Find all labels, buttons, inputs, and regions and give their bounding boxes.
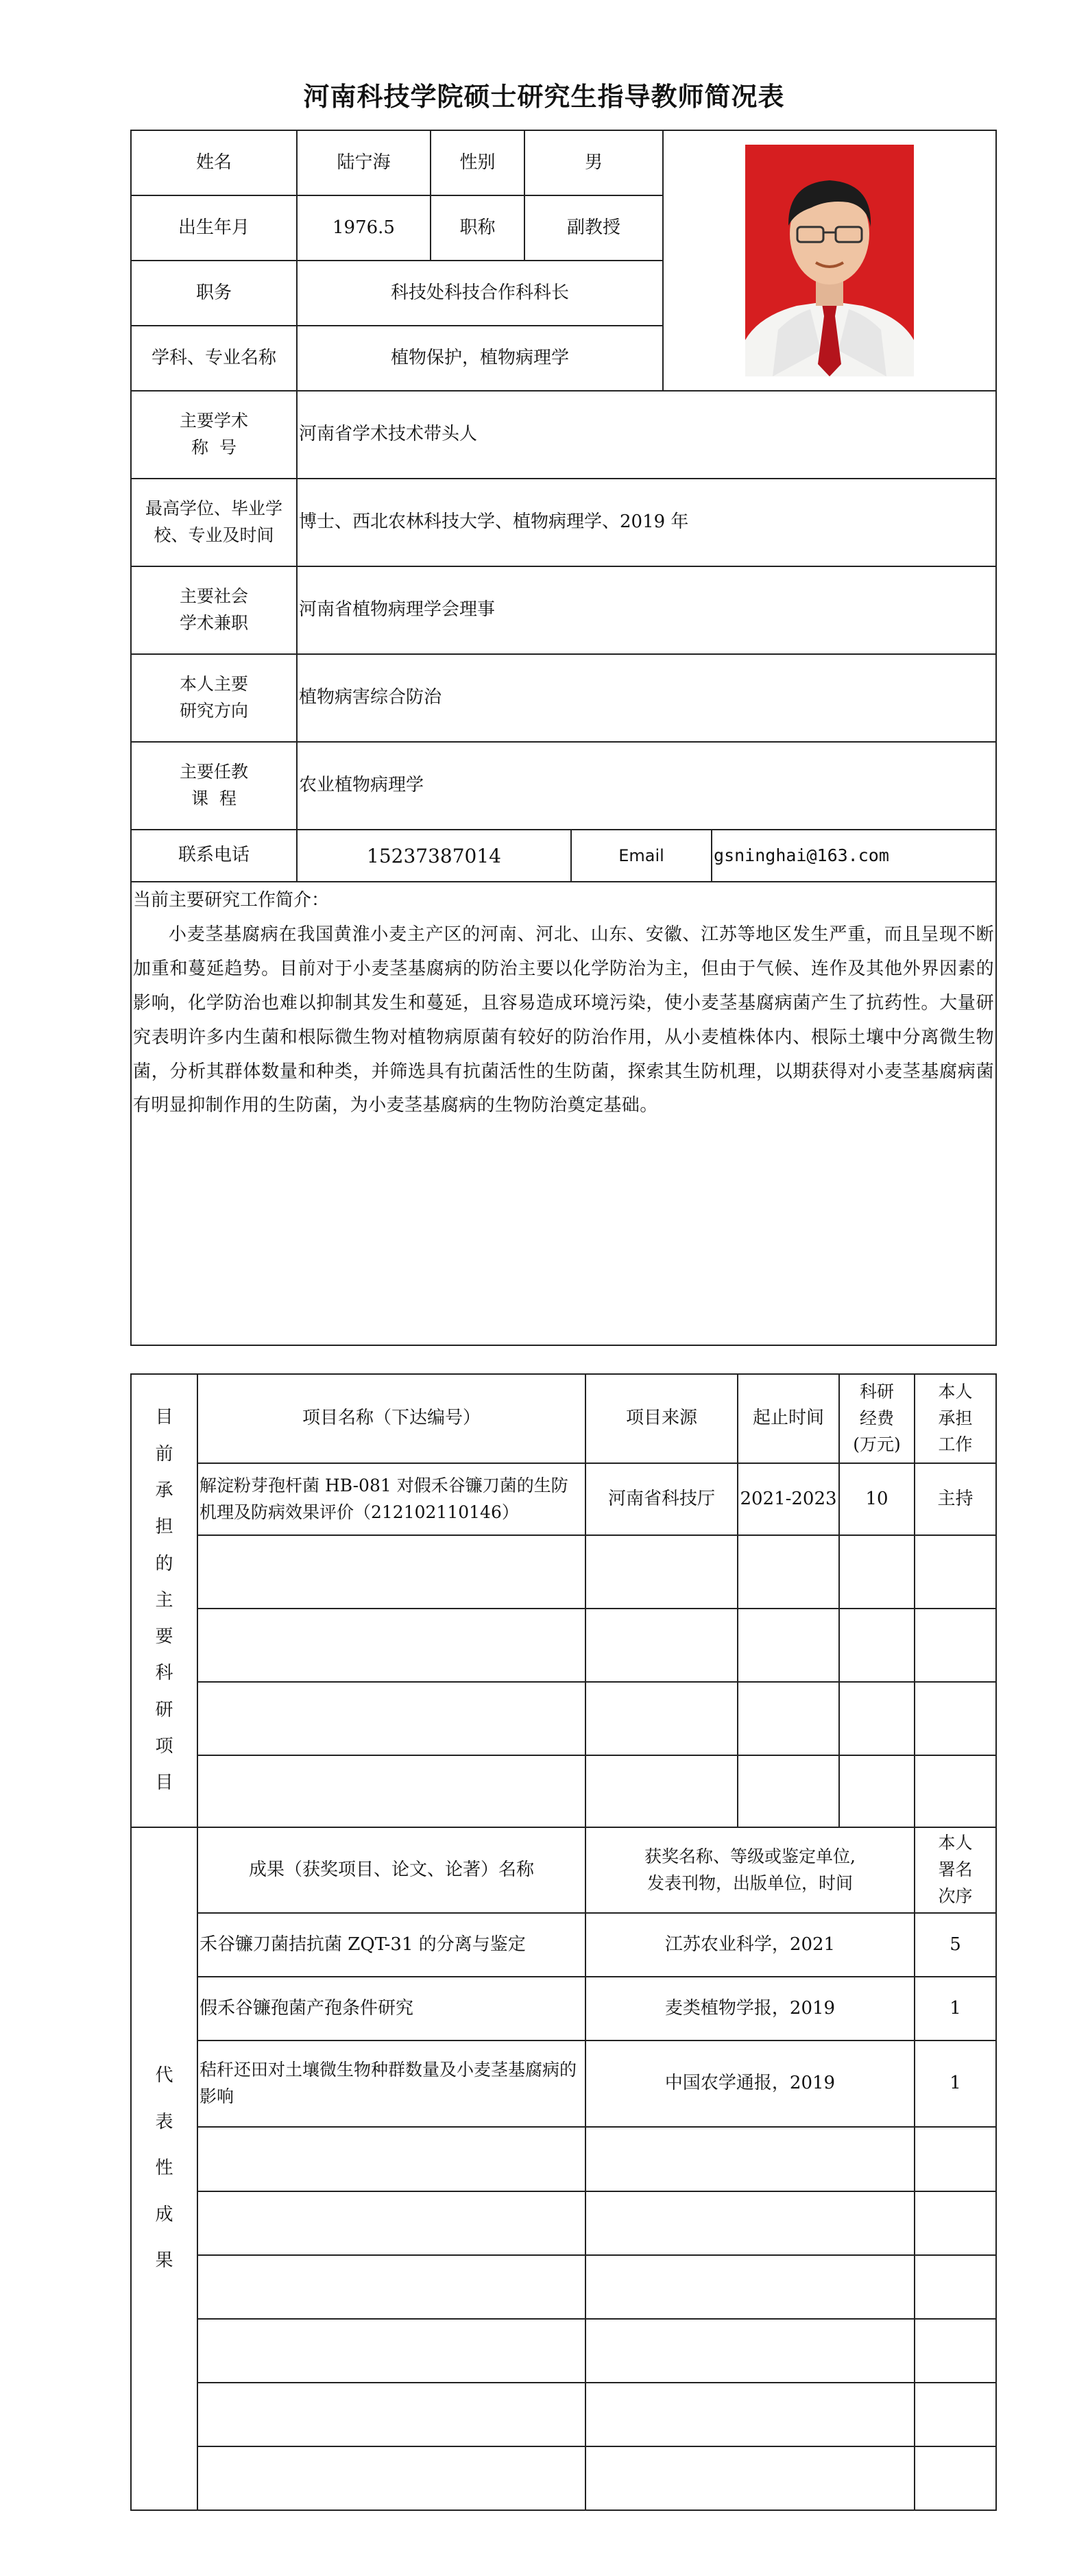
photo-cell bbox=[663, 130, 996, 391]
projects-header-funding bbox=[839, 1374, 915, 1463]
venue-header-line1: 获奖名称、等级或鉴定单位, bbox=[644, 1846, 856, 1866]
achievement-empty-row bbox=[131, 2383, 996, 2446]
projects-side-label bbox=[131, 1374, 197, 1827]
projects-header-source: 项目来源 bbox=[585, 1374, 738, 1463]
research-intro-heading: 当前主要研究工作简介： bbox=[133, 890, 330, 911]
projects-side-char: 目 bbox=[155, 1407, 173, 1428]
academic-title-value: 河南省学术技术带头人 bbox=[297, 391, 996, 479]
social-label bbox=[131, 566, 297, 654]
achievement-row-order: 5 bbox=[915, 1913, 996, 1977]
academic-title-label bbox=[131, 391, 297, 479]
position-value: 科技处科技合作科科长 bbox=[297, 261, 663, 326]
project-row-source: 河南省科技厅 bbox=[585, 1463, 738, 1535]
profile-table bbox=[130, 130, 997, 1346]
projects-side-char: 目 bbox=[155, 1772, 173, 1794]
project-empty-row bbox=[131, 1755, 996, 1827]
portrait-image bbox=[745, 145, 914, 376]
name-value: 陆宁海 bbox=[297, 130, 431, 195]
achievements-side-char: 代 bbox=[155, 2065, 173, 2086]
achievement-empty-row bbox=[131, 2127, 996, 2191]
project-empty-row bbox=[131, 1609, 996, 1682]
project-row-funding: 10 bbox=[839, 1463, 915, 1535]
title-label: 职称 bbox=[431, 195, 524, 261]
achievement-row-venue: 中国农学通报，2019 bbox=[585, 2041, 915, 2127]
achievements-side-char: 性 bbox=[155, 2158, 173, 2179]
projects-side-char: 要 bbox=[155, 1626, 173, 1648]
project-row-name: 解淀粉芽孢杆菌 HB-081 对假禾谷镰刀菌的生防机理及防病效果评价（212102110146） bbox=[197, 1463, 585, 1535]
project-empty-row bbox=[131, 1682, 996, 1755]
research-intro-cell bbox=[131, 882, 996, 1345]
courses-label-line1: 主要任教 bbox=[179, 762, 248, 782]
projects-side-char: 研 bbox=[155, 1699, 173, 1720]
portrait-photo bbox=[745, 145, 914, 376]
role-header-line1: 本人 bbox=[938, 1381, 973, 1401]
courses-label-line2: 课 程 bbox=[191, 789, 237, 808]
direction-label-line1: 本人主要 bbox=[179, 674, 248, 695]
gender-label: 性别 bbox=[431, 130, 524, 195]
projects-header-name: 项目名称（下达编号） bbox=[197, 1374, 585, 1463]
phone-label: 联系电话 bbox=[131, 830, 297, 882]
achievement-row-order: 1 bbox=[915, 2041, 996, 2127]
degree-value: 博士、西北农林科技大学、植物病理学、2019 年 bbox=[297, 479, 996, 566]
social-value: 河南省植物病理学会理事 bbox=[297, 566, 996, 654]
projects-side-char: 项 bbox=[155, 1736, 173, 1757]
position-label: 职务 bbox=[131, 261, 297, 326]
birth-label: 出生年月 bbox=[131, 195, 297, 261]
venue-header-line2: 发表刊物，出版单位，时间 bbox=[646, 1873, 853, 1893]
page-title: 河南科技学院硕士研究生指导教师简况表 bbox=[303, 82, 785, 112]
projects-side-char: 担 bbox=[155, 1517, 173, 1538]
achievement-empty-row bbox=[131, 2191, 996, 2255]
achievements-header-venue bbox=[585, 1827, 915, 1913]
funding-header-line1: 科研 bbox=[859, 1381, 894, 1401]
achievement-empty-row bbox=[131, 2319, 996, 2383]
academic-title-label-line2: 称 号 bbox=[191, 437, 237, 457]
social-label-line1: 主要社会 bbox=[179, 586, 248, 607]
courses-label bbox=[131, 742, 297, 830]
achievements-header-name: 成果（获奖项目、论文、论著）名称 bbox=[197, 1827, 585, 1913]
order-header-line2: 署名 bbox=[938, 1859, 973, 1880]
projects-side-char: 的 bbox=[155, 1553, 173, 1574]
achievement-row-order: 1 bbox=[915, 1977, 996, 2041]
achievements-side-char: 果 bbox=[155, 2250, 173, 2272]
projects-side-char: 主 bbox=[155, 1589, 173, 1611]
title-value: 副教授 bbox=[524, 195, 663, 261]
project-row-period: 2021-2023 bbox=[738, 1463, 839, 1535]
achievement-row-name: 禾谷镰刀菌拮抗菌 ZQT-31 的分离与鉴定 bbox=[197, 1913, 585, 1977]
degree-label bbox=[131, 479, 297, 566]
discipline-value: 植物保护，植物病理学 bbox=[297, 326, 663, 391]
birth-value: 1976.5 bbox=[297, 195, 431, 261]
achievements-side-char: 成 bbox=[155, 2204, 173, 2225]
project-empty-row bbox=[131, 1535, 996, 1609]
achievements-side-label bbox=[131, 1827, 197, 2510]
name-label: 姓名 bbox=[131, 130, 297, 195]
order-header-line3: 次序 bbox=[938, 1886, 973, 1906]
achievement-row-venue: 江苏农业科学，2021 bbox=[585, 1913, 915, 1977]
discipline-label: 学科、专业名称 bbox=[131, 326, 297, 391]
direction-label bbox=[131, 654, 297, 742]
achievements-side-char: 表 bbox=[155, 2111, 173, 2132]
projects-header-role bbox=[915, 1374, 996, 1463]
achievement-row-venue: 麦类植物学报，2019 bbox=[585, 1977, 915, 2041]
projects-header-period: 起止时间 bbox=[738, 1374, 839, 1463]
degree-label-line2: 校、专业及时间 bbox=[154, 525, 274, 545]
courses-value: 农业植物病理学 bbox=[297, 742, 996, 830]
project-row-role: 主持 bbox=[915, 1463, 996, 1535]
projects-side-char: 前 bbox=[155, 1443, 173, 1465]
phone-value: 15237387014 bbox=[297, 830, 571, 882]
degree-label-line1: 最高学位、毕业学 bbox=[145, 498, 282, 519]
academic-title-label-line1: 主要学术 bbox=[179, 411, 248, 431]
achievement-empty-row bbox=[131, 2255, 996, 2319]
direction-value: 植物病害综合防治 bbox=[297, 654, 996, 742]
projects-side-char: 承 bbox=[155, 1480, 173, 1501]
research-intro-body: 小麦茎基腐病在我国黄淮小麦主产区的河南、河北、山东、安徽、江苏等地区发生严重，而且呈现不断加重和蔓延趋势。目前对于小麦茎基腐病的防治主要以化学防治为主，但由于气候、连作及其他外界因素的影响，化学防治也难以抑制其发生和蔓延，且容易造成环境污染，使小麦茎基腐病菌产生了抗药性。大量研究表明许多内生菌和根际微生物对植物病原菌有较好的防治作用，从小麦植株体内、根际土壤中分离微生物菌，分析其群体数量和种类，并筛选具有抗菌活性的生防菌，探索其生防机理，以期获得对小麦茎基腐病菌有明显抑制作用的生防菌，为小麦茎基腐病的生物防治奠定基础。 bbox=[133, 924, 995, 1116]
achievement-row-name: 假禾谷镰孢菌产孢条件研究 bbox=[197, 1977, 585, 2041]
email-label: Email bbox=[571, 830, 712, 882]
projects-side-char: 科 bbox=[155, 1663, 173, 1684]
role-header-line2: 承担 bbox=[938, 1408, 973, 1428]
gender-value: 男 bbox=[524, 130, 663, 195]
direction-label-line2: 研究方向 bbox=[179, 701, 248, 721]
funding-header-line3: (万元) bbox=[853, 1434, 901, 1455]
order-header-line1: 本人 bbox=[938, 1833, 973, 1853]
role-header-line3: 工作 bbox=[938, 1434, 973, 1455]
achievements-header-order bbox=[915, 1827, 996, 1913]
funding-header-line2: 经费 bbox=[859, 1408, 894, 1428]
achievement-row-name: 秸秆还田对土壤微生物种群数量及小麦茎基腐病的影响 bbox=[197, 2041, 585, 2127]
achievement-empty-row bbox=[131, 2446, 996, 2510]
projects-achievements-table bbox=[130, 1373, 997, 2511]
social-label-line2: 学术兼职 bbox=[179, 613, 248, 633]
email-value: gsninghai@163.com bbox=[712, 830, 996, 882]
